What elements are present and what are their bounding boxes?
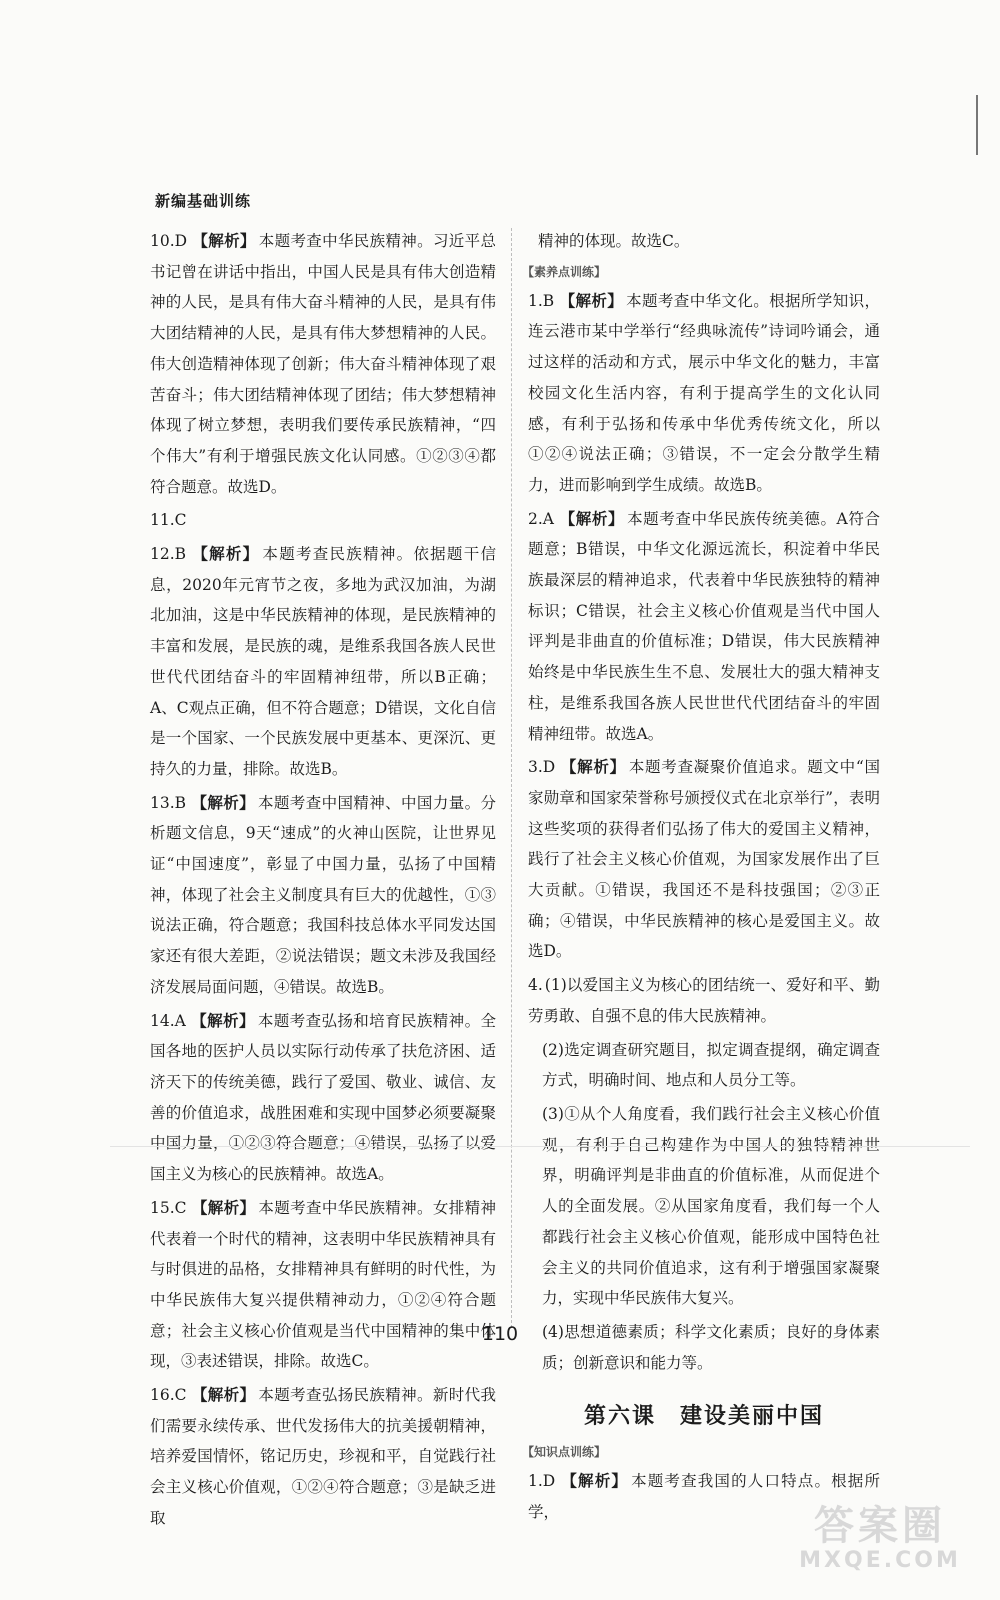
answer-item-14: [150, 1006, 496, 1190]
watermark-logo: [780, 1504, 980, 1578]
answer-number: 15.C: [150, 1198, 187, 1217]
answer-item-13: [150, 788, 496, 1003]
answer-text: 本题考查弘扬和培育民族精神。全国各地的医护人员以实际行动传承了扶危济困、适济天下的传统美德，践行了爱国、敬业、诚信、友善的价值追求，战胜困难和实现中国梦必须要凝聚中国力量，①②③符合题意；④错误，弘扬了以爱国主义为核心的民族精神。故选A。: [150, 1011, 496, 1184]
answer-item-12: [150, 539, 496, 785]
page-number: 110: [481, 1323, 519, 1345]
continued-text: 精神的体现。故选C。: [538, 232, 690, 250]
answer-item-r3: [528, 752, 880, 967]
analysis-tag: 【解析】: [191, 1385, 256, 1405]
analysis-tag: 【解析】: [560, 1471, 629, 1491]
analysis-tag: 【解析】: [192, 231, 256, 250]
answer-part-2: (2)选定调查研究题目，拟定调查提纲，确定调查方式，明确时间、地点和人员分工等。: [542, 1040, 880, 1090]
analysis-tag: 【解析】: [191, 544, 260, 564]
answer-text: 本题考查民族精神。依据题干信息，2020年元宵节之夜，多地为武汉加油，为湖北加油，这是中华民族精神的体现，是民族精神的丰富和发展，是民族的魂，是维系我国各族人民世世代代团结奋斗的牢固精神纽带，所以B正确；A、C观点正确，但不符合题意；D错误，文化自信是一个国家、一个民族发展中更基本、更深沉、更持久的力量，排除。故选B。: [150, 545, 496, 778]
analysis-tag: 【解析】: [191, 1197, 256, 1217]
answer-text: 本题考查中华民族精神。女排精神代表着一个时代的精神，这表明中华民族精神具有与时俱进的品格，女排精神具有鲜明的时代性，为中华民族伟大复兴提供精神动力，①②④符合题意；社会主义核心价值观是当代中国精神的集中体现，③表述错误，排除。故选C。: [150, 1198, 496, 1371]
answer-item-r4: [528, 970, 880, 1031]
answer-number: 14.A: [150, 1011, 186, 1030]
answer-text: 本题考查中华民族精神。习近平总书记曾在讲话中指出，中国人民是具有伟大创造精神的人民，是具有伟大奋斗精神的人民，是具有伟大团结精神的人民，是具有伟大梦想精神的人民。伟大创造精神体现了创新；伟大奋斗精神体现了艰苦奋斗；伟大团结精神体现了团结；伟大梦想精神体现了树立梦想，表明我们要传承民族精神，“四个伟大”有利于增强民族文化认同感。①②③④都符合题意。故选D。: [150, 232, 496, 496]
section-label-zhishi: 【知识点训练】: [522, 1445, 607, 1460]
answer-number: 13.B: [150, 793, 187, 812]
lesson-title: 第六课 建设美丽中国: [583, 1404, 824, 1430]
analysis-tag: 【解析】: [558, 508, 625, 528]
answer-item-r1: [528, 286, 880, 501]
answer-item-10: [150, 226, 496, 502]
answer-number: 2.A: [528, 509, 554, 528]
answer-part-1: (1)以爱国主义为核心的团结统一、爱好和平、勤劳勇敢、自强不息的伟大民族精神。: [528, 976, 880, 1025]
answer-text: 本题考查中华民族传统美德。A符合题意；B错误，中华文化源远流长，积淀着中华民族最深层的精神追求，代表着中华民族独特的精神标识；C错误，社会主义核心价值观是当代中国人评判是非曲直的价值标准；D错误，伟大民族精神始终是中华民族生生不息、发展壮大的强大精神支柱，是维系我国各族人民世世代代团结奋斗的牢固精神纽带。故选A。: [528, 509, 880, 743]
page-edge-mark: [976, 95, 978, 155]
analysis-tag: 【解析】: [191, 792, 256, 812]
answer-number: 1.D: [528, 1472, 556, 1491]
answer-text: 本题考查中国精神、中国力量。分析题文信息，9天“速成”的火神山医院，让世界见证“中国速度”，彰显了中国力量，弘扬了中国精神，体现了社会主义制度具有巨大的优越性，①③说法正确，符合题意；我国科技总体水平同发达国家还有很大差距，②说法错误；题文未涉及我国经济发展局面问题，④错误。故选B。: [150, 793, 496, 996]
answer-number: 3.D: [528, 758, 556, 777]
answer-number: 11.C: [150, 511, 187, 530]
analysis-tag: 【解析】: [559, 290, 624, 310]
answer-part-3: (3)①从个人角度看，我们践行社会主义核心价值观，有利于自己构建作为中国人的独特精神世界，明确评判是非曲直的价值标准，从而促进个人的全面发展。②从国家角度看，我们每一个人都践行社会主义核心价值观，能形成中国特色社会主义的共同价值追求，这有利于增强国家凝聚力，实现中华民族伟大复兴。: [542, 1104, 880, 1308]
answer-part-4: (4)思想道德素质；科学文化素质；良好的身体素质；创新意识和能力等。: [542, 1322, 880, 1372]
scan-fold-line: [110, 1146, 970, 1147]
answer-number: 1.B: [528, 291, 555, 310]
analysis-tag: 【解析】: [190, 1010, 255, 1030]
answer-text: 本题考查我国的人口特点。根据所学，: [528, 1472, 880, 1522]
answer-item-15: [150, 1193, 496, 1377]
answer-number: 10.D: [150, 232, 188, 250]
answer-text: 本题考查弘扬民族精神。新时代我们需要永续传承、世代发扬伟大的抗美援朝精神，培养爱国情怀，铭记历史，珍视和平，自觉践行社会主义核心价值观，①②④符合题意；③是缺乏进取: [150, 1386, 496, 1527]
section-label-suyang: 【素养点训练】: [522, 264, 607, 279]
answer-item-11: [150, 505, 496, 536]
analysis-tag: 【解析】: [560, 757, 626, 777]
watermark-bottom-text: MXQE.COM: [799, 1548, 961, 1573]
column-divider: [511, 228, 512, 1328]
answer-text: 本题考查凝聚价值追求。题文中“国家勋章和国家荣誉称号颁授仪式在北京举行”，表明这些奖项的获得者们弘扬了伟大的爱国主义精神，践行了社会主义核心价值观，为国家发展作出了巨大贡献。①错误，我国还不是科技强国；②③正确；④错误，中华民族精神的核心是爱国主义。故选D。: [528, 758, 880, 961]
answer-item-r2: [528, 504, 880, 750]
answer-number: 12.B: [150, 545, 187, 564]
answer-number: 16.C: [150, 1386, 187, 1405]
watermark-top-text: 答案圈: [814, 1503, 946, 1549]
page-header-title: 新编基础训练: [155, 192, 252, 210]
answer-text: 本题考查中华文化。根据所学知识，连云港市某中学举行“经典咏流传”诗词吟诵会，通过这样的活动和方式，展示中华文化的魅力，丰富校园文化生活内容，有利于提高学生的文化认同感，有利于弘扬和传承中华优秀传统文化，所以①②④说法正确；③错误，不一定会分散学生精力，进而影响到学生成绩。故选B。: [528, 291, 880, 494]
answer-number: 4.: [528, 976, 543, 995]
answer-item-16: [150, 1380, 496, 1534]
